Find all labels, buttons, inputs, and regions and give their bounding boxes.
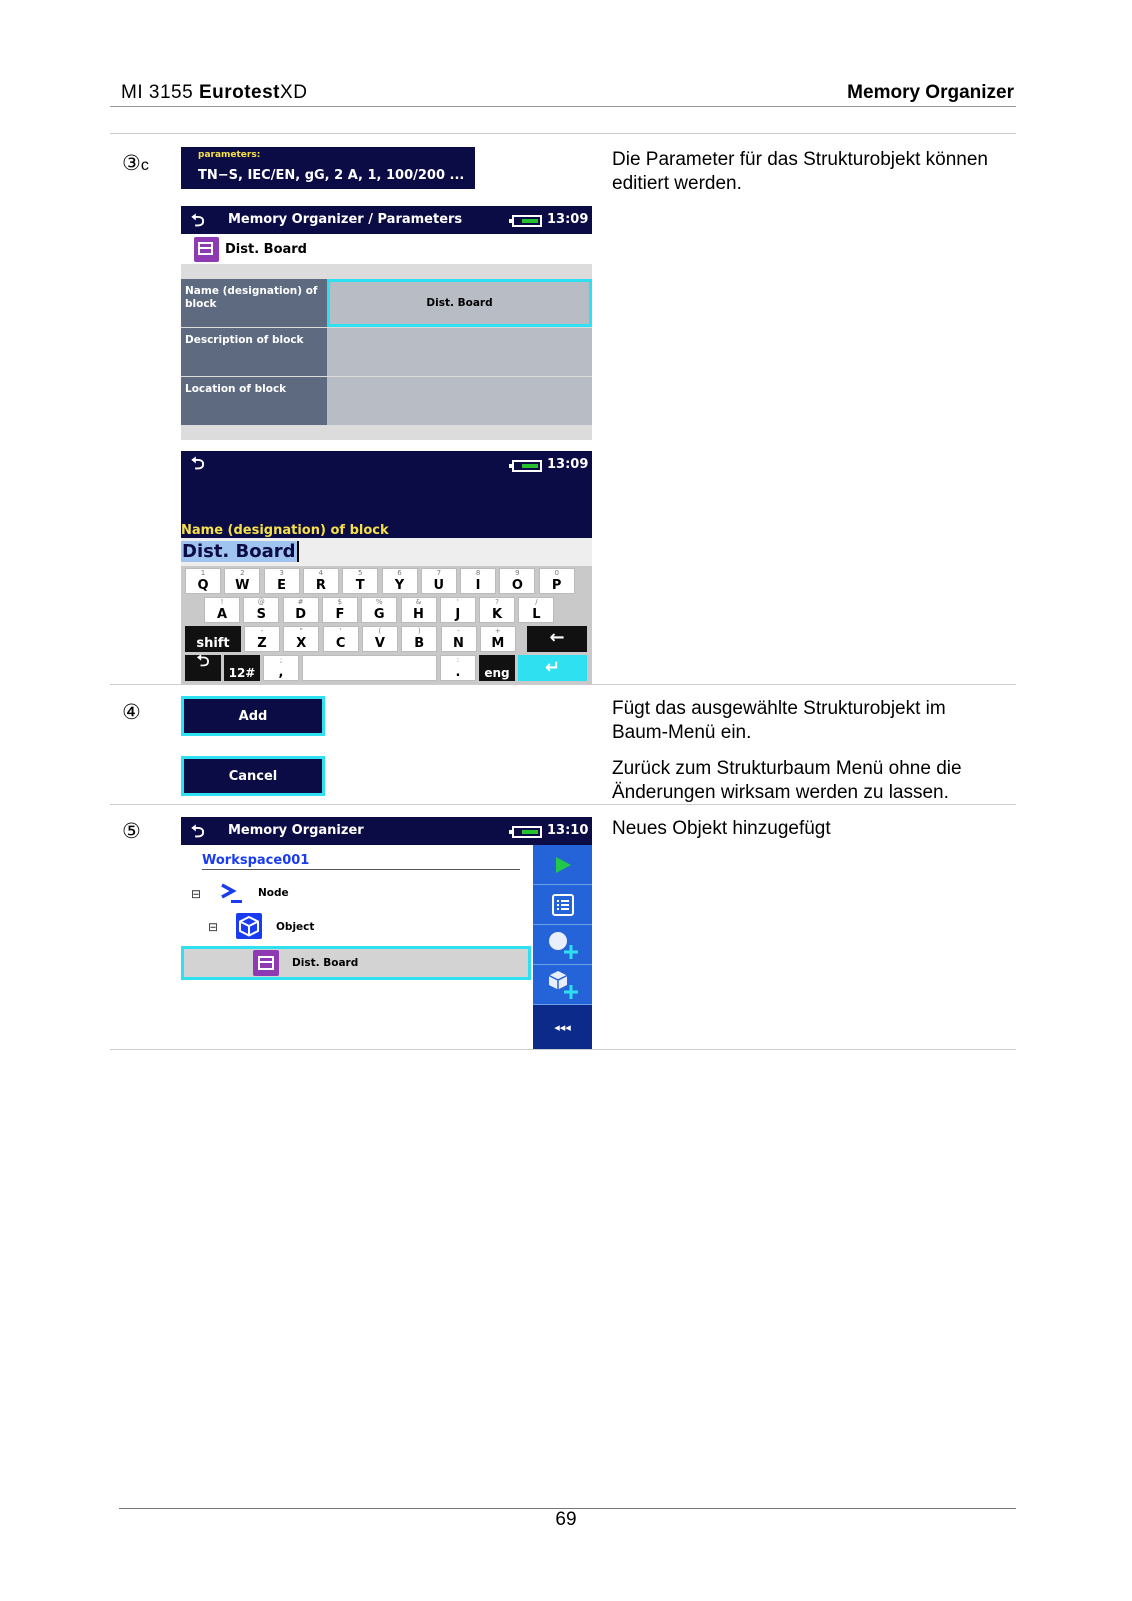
parameters-screen-topbar (181, 206, 592, 234)
key-r[interactable]: 4 R (303, 568, 339, 594)
period-key[interactable]: : . (440, 655, 476, 681)
tree-dist-board-label: Dist. Board (292, 957, 359, 969)
step-5-label: ⑤ (122, 820, 141, 843)
dist-board-icon (194, 237, 219, 262)
add-button[interactable]: Add (181, 696, 325, 736)
shift-key[interactable]: shift (185, 626, 241, 652)
document-header-product (121, 82, 307, 104)
clock-time: 13:09 (547, 457, 589, 472)
enter-icon: ↵ (544, 657, 561, 678)
step-number: ③ (122, 152, 141, 175)
key-o[interactable]: 9 O (499, 568, 535, 594)
key-u[interactable]: 7 U (421, 568, 457, 594)
key-q[interactable]: 1 Q (185, 568, 221, 594)
parameters-banner-label: parameters: (198, 150, 261, 160)
row-3c-description: Die Parameter für das Strukturobjekt können editiert werden. (612, 149, 988, 194)
key-v[interactable]: ( V (362, 626, 398, 652)
row-rule (110, 804, 1016, 805)
clock-time: 13:10 (547, 823, 589, 838)
clock-time: 13:09 (547, 212, 589, 227)
tree-item-selected[interactable] (181, 946, 531, 980)
side-toolbar (533, 845, 592, 1050)
tree-screen-title: Memory Organizer (228, 823, 364, 838)
tree-node-label[interactable]: Node (258, 887, 289, 899)
parameters-screen (181, 206, 592, 440)
parameters-screen-title: Memory Organizer / Parameters (228, 212, 463, 227)
numbers-symbols-key[interactable]: 12# (224, 655, 260, 681)
cancel-description: Zurück zum Strukturbaum Menü ohne die Änderungen wirksam werden zu lassen. (612, 758, 962, 803)
add-measurement-button[interactable] (533, 925, 592, 965)
key-h[interactable]: & H (401, 597, 437, 623)
keyboard-area (181, 566, 592, 684)
tree-screen (181, 817, 592, 1050)
collapse-icon[interactable]: ⊟ (191, 887, 202, 901)
key-s[interactable]: @ S (243, 597, 279, 623)
back-icon[interactable]: ⮌ (191, 822, 205, 842)
key-t[interactable]: 5 T (342, 568, 378, 594)
key-y[interactable]: 6 Y (382, 568, 418, 594)
key-p[interactable]: 0 P (539, 568, 575, 594)
parameters-banner-value: TN−S, IEC/EN, gG, 2 A, 1, 100/200 ... (198, 168, 465, 183)
field-value-name[interactable]: Dist. Board (327, 279, 592, 327)
row-rule (110, 684, 1016, 685)
field-label-location: Location of block (181, 377, 327, 425)
product-name-suffix: XD (280, 82, 308, 103)
input-field-label: Name (designation) of block (181, 523, 389, 538)
page-number: 69 (555, 1509, 577, 1530)
step-3c-label (122, 151, 149, 176)
comma-key[interactable]: ; , (263, 655, 299, 681)
key-f[interactable]: $ F (322, 597, 358, 623)
object-title-bar (181, 234, 592, 264)
key-i[interactable]: 8 I (460, 568, 496, 594)
add-structure-object-button[interactable] (533, 965, 592, 1005)
field-label-name: Name (designation) of block (181, 279, 327, 327)
key-m[interactable]: + M (480, 626, 516, 652)
table-bottom-rule (110, 1049, 1016, 1050)
object-title: Dist. Board (225, 242, 307, 257)
add-object-icon (546, 968, 580, 1002)
new-object-description: Neues Objekt hinzugefügt (612, 818, 831, 839)
battery-icon (512, 826, 542, 838)
key-d[interactable]: # D (283, 597, 319, 623)
back-icon: ⮌ (196, 651, 210, 670)
back-icon[interactable]: ⮌ (191, 454, 205, 474)
object-icon (236, 913, 262, 939)
back-icon[interactable]: ⮌ (191, 211, 205, 231)
text-input[interactable] (181, 538, 592, 566)
key-z[interactable]: - Z (244, 626, 280, 652)
key-b[interactable]: ) B (401, 626, 437, 652)
table-top-rule (110, 133, 1016, 134)
step-4-label: ④ (122, 701, 141, 724)
key-x[interactable]: " X (283, 626, 319, 652)
key-k[interactable]: ? K (479, 597, 515, 623)
more-options-button[interactable]: ◂◂◂ (533, 1005, 592, 1050)
view-results-button[interactable] (533, 885, 592, 925)
step-suffix: c (140, 157, 149, 174)
document-section-title: Memory Organizer (847, 82, 1014, 103)
enter-key[interactable] (518, 655, 587, 681)
back-key[interactable] (185, 651, 221, 681)
collapse-icon[interactable]: ⊟ (208, 920, 219, 934)
key-a[interactable]: ! A (204, 597, 240, 623)
product-name-bold: Eurotest (198, 82, 281, 103)
list-icon (551, 893, 575, 917)
input-selected-text: Dist. Board (181, 541, 299, 562)
keyboard-screen (181, 451, 592, 684)
model-name: MI 3155 (121, 82, 194, 103)
node-icon (219, 881, 243, 905)
key-c[interactable]: ' C (323, 626, 359, 652)
key-e[interactable]: 3 E (264, 568, 300, 594)
field-value-location[interactable] (327, 377, 592, 425)
backspace-icon: ← (549, 627, 565, 648)
key-w[interactable]: 2 W (224, 568, 260, 594)
battery-icon (512, 215, 542, 227)
space-key[interactable] (302, 655, 437, 681)
play-icon (553, 855, 573, 875)
field-label-description: Description of block (181, 328, 327, 376)
header-rule (110, 106, 1016, 107)
tree-object-label[interactable]: Object (276, 921, 315, 933)
backspace-key[interactable] (527, 626, 587, 652)
key-j[interactable]: ' J (440, 597, 476, 623)
language-key[interactable]: eng (479, 655, 515, 681)
key-g[interactable]: % G (361, 597, 397, 623)
key-n[interactable]: - N (441, 626, 477, 652)
dist-board-icon (253, 950, 279, 976)
field-value-description[interactable] (327, 328, 592, 376)
cancel-button[interactable]: Cancel (181, 756, 325, 796)
add-measurement-icon (546, 928, 580, 962)
parameters-banner[interactable] (181, 147, 475, 189)
add-description: Fügt das ausgewählte Strukturobjekt im Baum-Menü ein. (612, 698, 946, 743)
workspace-label[interactable]: Workspace001 (202, 853, 520, 870)
battery-icon (512, 460, 542, 472)
start-test-button[interactable] (533, 845, 592, 885)
key-l[interactable]: / L (518, 597, 554, 623)
tree-screen-topbar (181, 817, 592, 845)
